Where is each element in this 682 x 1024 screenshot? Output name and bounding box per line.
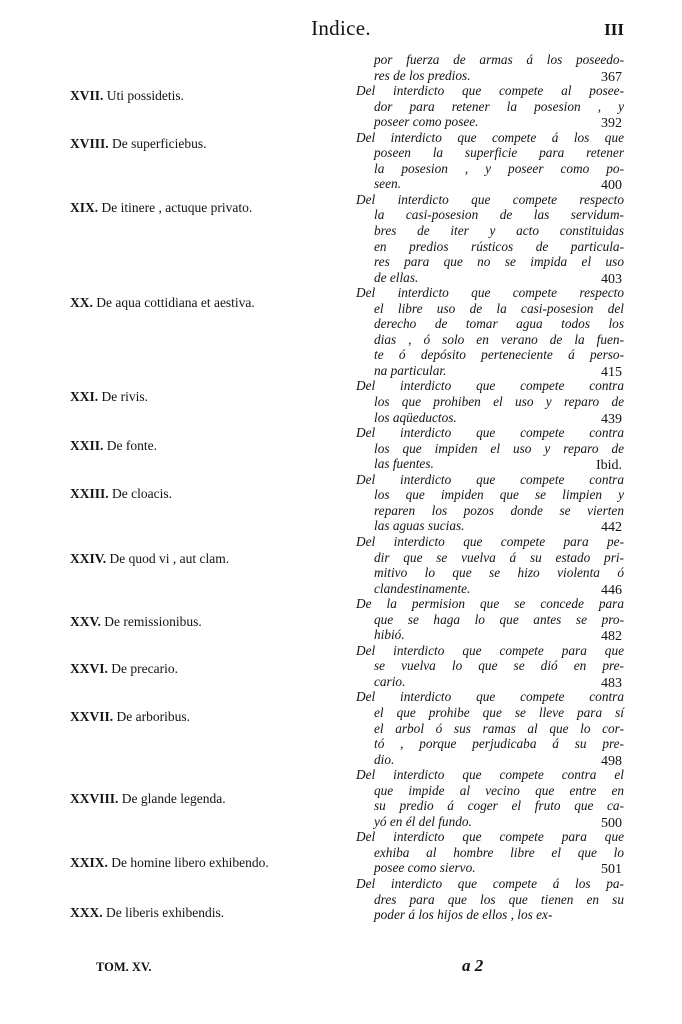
page-reference: 439 [601, 411, 622, 427]
index-description-entry [356, 767, 624, 829]
index-description-entry [356, 192, 624, 285]
entry-title: De fonte. [103, 438, 157, 453]
entry-number: XXII. [70, 438, 104, 453]
description-line: la posesion , y poseer como po- [374, 160, 624, 176]
description-line: poseen la superficie para retener [374, 145, 624, 161]
description-line: mitivo lo que se hizo violenta ó [374, 565, 624, 581]
right-column [356, 52, 624, 923]
description-line: Del interdicto que compete para que [356, 829, 624, 845]
entry-title: De liberis exhibendis. [102, 905, 225, 920]
description-line: el que prohibe que se lleve para sí [374, 704, 624, 720]
index-description-entry [356, 285, 624, 378]
description-line: en predios rústicos de particula- [374, 238, 624, 254]
description-line: derecho de tomar agua todos los [374, 316, 624, 332]
entry-title: De arboribus. [113, 709, 190, 724]
page-reference: Ibid. [595, 458, 622, 474]
description-line: Del interdicto que compete contra [356, 689, 624, 705]
entry-number: XXI. [70, 389, 99, 404]
description-line: que se haga lo que antes se pro- [374, 611, 624, 627]
entry-number: XXIX. [70, 855, 108, 870]
index-description-entry [356, 378, 624, 425]
entry-number: XVIII. [70, 136, 109, 151]
description-line: las fuentes. [374, 456, 434, 472]
description-line: tó , porque perjudicaba á su pre- [374, 736, 624, 752]
description-line: res para que no se impida el uso [374, 254, 624, 270]
description-line: seen. [374, 176, 401, 192]
description-line: yó en él del fundo. [374, 813, 472, 829]
page-reference: 392 [601, 116, 622, 132]
description-line: res de los predios. [374, 67, 471, 83]
entry-number: XXVI. [70, 661, 108, 676]
description-line: los que impiden que se limpien y [374, 487, 624, 503]
description-line: dias , ó solo en verano de la fuen- [374, 331, 624, 347]
description-line: Del interdicto que compete para pe- [356, 533, 624, 549]
entry-title: De precario. [107, 661, 178, 676]
description-line: Del interdicto que compete para que [356, 642, 624, 658]
description-line: de ellas. [374, 269, 419, 285]
index-title-entry [70, 389, 148, 405]
description-line: dor para retener la posesion , y [374, 98, 624, 114]
page-reference: 403 [601, 271, 622, 287]
description-line: Del interdicto que compete contra [356, 425, 624, 441]
description-line: los aqüeductos. [374, 409, 457, 425]
page-reference: 482 [601, 629, 622, 645]
description-line: dres para que los que tienen en su [374, 891, 624, 907]
description-line: poseer como posee. [374, 114, 479, 130]
description-line: Del interdicto que compete al posee- [356, 83, 624, 99]
index-title-entry [70, 486, 172, 502]
description-line: na particular. [374, 362, 447, 378]
description-line: reparen los pozos donde se vierten [374, 502, 624, 518]
index-description-entry [356, 643, 624, 690]
entry-number: XIX. [70, 200, 99, 215]
description-line: las aguas sucias. [374, 518, 465, 534]
entry-number: XXX. [70, 905, 103, 920]
description-line: Del interdicto que compete á los pa- [356, 875, 624, 891]
description-line: su predio á coger el fruto que ca- [374, 798, 624, 814]
description-line: Del interdicto que compete contra el [356, 767, 624, 783]
entry-title: De homine libero exhibendo. [107, 855, 269, 870]
entry-title: De aqua cottidiana et aestiva. [92, 295, 255, 310]
description-line: Del interdicto que compete respecto [356, 285, 624, 301]
page-reference: 400 [601, 178, 622, 194]
index-description-entry [356, 52, 624, 83]
description-line: Del interdicto que compete contra [356, 378, 624, 394]
description-line: el arbol ó sus ramas al que lo cor- [374, 720, 624, 736]
entry-title: Uti possidetis. [103, 88, 185, 103]
description-line: dir que se vuelva á su estado pri- [374, 549, 624, 565]
index-title-entry [70, 88, 184, 104]
page-reference: 367 [601, 69, 622, 85]
entry-title: De itinere , actuque privato. [98, 200, 253, 215]
entry-number: XXVII. [70, 709, 114, 724]
description-line: De la permision que se concede para [356, 596, 624, 612]
index-description-entry [356, 876, 624, 923]
index-title-entry [70, 200, 252, 216]
index-description-entry [356, 596, 624, 643]
entry-number: XX. [70, 295, 93, 310]
description-line: se vuelva lo que se dió en pre- [374, 658, 624, 674]
entry-number: XVII. [70, 88, 104, 103]
index-title-entry [70, 791, 226, 807]
index-description-entry [356, 689, 624, 767]
page-reference: 442 [601, 520, 622, 536]
description-line: Del interdicto que compete á los que [356, 129, 624, 145]
description-line: bres de iter y acto constituidas [374, 223, 624, 239]
index-title-entry [70, 136, 206, 152]
description-line: el libre uso de la casi-posesion del [374, 300, 624, 316]
page-number: III [604, 20, 624, 39]
entry-number: XXV. [70, 614, 101, 629]
index-title-entry [70, 295, 255, 311]
description-line: cario. [374, 673, 406, 689]
index-description-entry [356, 425, 624, 472]
index-title-entry [70, 905, 224, 921]
page-reference: 446 [601, 582, 622, 598]
entry-title: De quod vi , aut clam. [106, 551, 230, 566]
index-description-entry [356, 472, 624, 534]
index-title-entry [70, 438, 157, 454]
entry-number: XXIV. [70, 551, 107, 566]
description-line: que impide al vecino que entre en [374, 782, 624, 798]
index-title-entry [70, 855, 269, 871]
description-line: poder á los hijos de ellos , los ex- [374, 907, 553, 923]
entry-title: De superficiebus. [108, 136, 207, 151]
description-line: los que prohiben el uso y reparo de [374, 394, 624, 410]
index-title-entry [70, 661, 178, 677]
index-description-entry [356, 829, 624, 876]
entry-title: De glande legenda. [118, 791, 226, 806]
description-line: dio. [374, 751, 395, 767]
description-line: exhiba al hombre libre el que lo [374, 844, 624, 860]
page-reference: 415 [601, 364, 622, 380]
entry-number: XXIII. [70, 486, 109, 501]
page-title: Indice. [311, 16, 371, 40]
entry-title: De rivis. [98, 389, 149, 404]
index-title-entry [70, 614, 202, 630]
index-description-entry [356, 130, 624, 192]
index-title-entry [70, 551, 229, 567]
description-line: Del interdicto que compete respecto [356, 191, 624, 207]
description-line: clandestinamente. [374, 580, 471, 596]
page-reference: 483 [601, 675, 622, 691]
description-line: los que impiden el uso y reparo de [374, 440, 624, 456]
index-description-entry [356, 83, 624, 130]
description-line: por fuerza de armas á los poseedo- [374, 52, 624, 67]
page-reference: 498 [601, 753, 622, 769]
entry-number: XXVIII. [70, 791, 119, 806]
footer-volume: TOM. XV. [96, 960, 152, 974]
description-line: te ó depósito perteneciente á perso- [374, 347, 624, 363]
description-line: hibió. [374, 627, 405, 643]
footer-signature: a 2 [462, 956, 484, 975]
index-description-entry [356, 534, 624, 596]
description-line: la casi-posesion de las servidum- [374, 207, 624, 223]
description-line: Del interdicto que compete contra [356, 471, 624, 487]
entry-title: De remissionibus. [100, 614, 202, 629]
page-reference: 501 [601, 862, 622, 878]
index-title-entry [70, 709, 190, 725]
entry-title: De cloacis. [108, 486, 172, 501]
description-line: posee como siervo. [374, 860, 476, 876]
page-reference: 500 [601, 815, 622, 831]
